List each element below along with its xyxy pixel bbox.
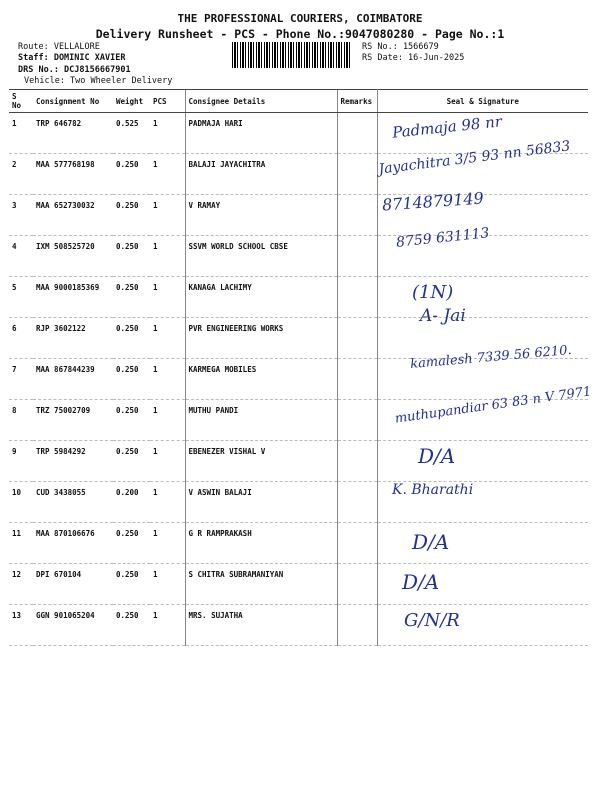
cell-consignment-no: DPI 670104 bbox=[33, 564, 113, 605]
cell-consignment-no: MAA 870106676 bbox=[33, 523, 113, 564]
table-row bbox=[9, 277, 588, 318]
staff-label: Staff: DOMINIC XAVIER bbox=[18, 53, 126, 63]
cell-pcs: 1 bbox=[150, 605, 185, 646]
cell-consignee: KARMEGA MOBILES bbox=[185, 359, 337, 400]
cell-consignment-no: MAA 867844239 bbox=[33, 359, 113, 400]
cell-pcs: 1 bbox=[150, 154, 185, 195]
cell-remarks bbox=[337, 113, 377, 154]
table-row bbox=[9, 359, 588, 400]
cell-consignee: V ASWIN BALAJI bbox=[185, 482, 337, 523]
handwritten-signature: A- Jai bbox=[420, 306, 466, 326]
cell-remarks bbox=[337, 236, 377, 277]
cell-weight: 0.250 bbox=[113, 277, 150, 318]
route-label: Route: VELLALORE bbox=[18, 42, 100, 52]
cell-remarks bbox=[337, 154, 377, 195]
cell-remarks bbox=[337, 400, 377, 441]
table-row bbox=[9, 236, 588, 277]
handwritten-signature: Padmaja 98 nr bbox=[391, 112, 503, 142]
table-row bbox=[9, 441, 588, 482]
table-row bbox=[9, 605, 588, 646]
cell-sno: 7 bbox=[9, 359, 33, 400]
cell-sno: 13 bbox=[9, 605, 33, 646]
cell-sno: 10 bbox=[9, 482, 33, 523]
cell-remarks bbox=[337, 564, 377, 605]
cell-signature bbox=[377, 441, 588, 482]
col-header-sno: S No bbox=[9, 90, 33, 113]
handwritten-signature: 8714879149 bbox=[381, 188, 485, 215]
cell-consignment-no: CUD 3438055 bbox=[33, 482, 113, 523]
vehicle-label: Vehicle: Two Wheeler Delivery bbox=[24, 76, 173, 86]
cell-pcs: 1 bbox=[150, 113, 185, 154]
cell-consignee: V RAMAY bbox=[185, 195, 337, 236]
cell-sno: 5 bbox=[9, 277, 33, 318]
cell-sno: 8 bbox=[9, 400, 33, 441]
cell-consignee: S CHITRA SUBRAMANIYAN bbox=[185, 564, 337, 605]
cell-consignment-no: MAA 9000185369 bbox=[33, 277, 113, 318]
col-header-consignee: Consignee Details bbox=[185, 90, 337, 113]
cell-weight: 0.250 bbox=[113, 400, 150, 441]
cell-consignment-no: TRP 5984292 bbox=[33, 441, 113, 482]
cell-weight: 0.250 bbox=[113, 318, 150, 359]
handwritten-signature: Jayachitra 3/5 93 nn 56833 bbox=[377, 138, 572, 178]
cell-remarks bbox=[337, 195, 377, 236]
cell-pcs: 1 bbox=[150, 482, 185, 523]
handwritten-signature: D/A bbox=[418, 444, 456, 468]
cell-pcs: 1 bbox=[150, 564, 185, 605]
cell-sno: 3 bbox=[9, 195, 33, 236]
runsheet-subtitle: Delivery Runsheet - PCS - Phone No.:9047080280 - Page No.:1 bbox=[95, 27, 505, 41]
cell-weight: 0.250 bbox=[113, 359, 150, 400]
cell-remarks bbox=[337, 277, 377, 318]
rs-number: RS No.: 1566679 bbox=[362, 42, 439, 52]
handwritten-signature: muthupandiar 63 83 n V 7971 bbox=[393, 384, 593, 427]
col-header-remarks: Remarks bbox=[337, 90, 377, 113]
cell-weight: 0.250 bbox=[113, 523, 150, 564]
barcode bbox=[232, 42, 352, 68]
cell-pcs: 1 bbox=[150, 359, 185, 400]
cell-pcs: 1 bbox=[150, 318, 185, 359]
rs-date: RS Date: 16-Jun-2025 bbox=[362, 53, 465, 63]
cell-pcs: 1 bbox=[150, 195, 185, 236]
cell-consignee: SSVM WORLD SCHOOL CBSE bbox=[185, 236, 337, 277]
handwritten-signature: kamalesh 7339 56 6210. bbox=[409, 342, 573, 373]
cell-consignee: PVR ENGINEERING WORKS bbox=[185, 318, 337, 359]
col-header-pcs: PCS bbox=[150, 90, 185, 113]
cell-pcs: 1 bbox=[150, 277, 185, 318]
cell-remarks bbox=[337, 605, 377, 646]
cell-weight: 0.250 bbox=[113, 154, 150, 195]
handwritten-signature: 8759 631113 bbox=[395, 225, 491, 251]
cell-signature bbox=[377, 277, 588, 318]
table-row bbox=[9, 564, 588, 605]
handwritten-signature: D/A bbox=[402, 570, 440, 594]
table-row bbox=[9, 195, 588, 236]
cell-weight: 0.250 bbox=[113, 605, 150, 646]
cell-signature bbox=[377, 523, 588, 564]
cell-remarks bbox=[337, 482, 377, 523]
runsheet-table bbox=[9, 89, 588, 646]
cell-consignee: KANAGA LACHIMY bbox=[185, 277, 337, 318]
cell-weight: 0.250 bbox=[113, 564, 150, 605]
cell-consignment-no: MAA 577768198 bbox=[33, 154, 113, 195]
cell-consignee: MRS. SUJATHA bbox=[185, 605, 337, 646]
handwritten-signature: G/N/R bbox=[404, 610, 460, 631]
cell-weight: 0.250 bbox=[113, 236, 150, 277]
table-row bbox=[9, 482, 588, 523]
cell-consignee: BALAJI JAYACHITRA bbox=[185, 154, 337, 195]
cell-sno: 2 bbox=[9, 154, 33, 195]
cell-pcs: 1 bbox=[150, 441, 185, 482]
drs-number: DRS No.: DCJ8156667901 bbox=[18, 65, 131, 75]
cell-weight: 0.250 bbox=[113, 441, 150, 482]
cell-sno: 1 bbox=[9, 113, 33, 154]
cell-sno: 12 bbox=[9, 564, 33, 605]
cell-consignee: EBENEZER VISHAL V bbox=[185, 441, 337, 482]
table-header-row bbox=[9, 90, 588, 113]
cell-sno: 6 bbox=[9, 318, 33, 359]
cell-consignment-no: TRP 646782 bbox=[33, 113, 113, 154]
cell-consignment-no: GGN 901065204 bbox=[33, 605, 113, 646]
cell-consignment-no: TRZ 75002709 bbox=[33, 400, 113, 441]
cell-pcs: 1 bbox=[150, 400, 185, 441]
cell-pcs: 1 bbox=[150, 523, 185, 564]
handwritten-signature: (1N) bbox=[412, 282, 454, 303]
cell-consignee: MUTHU PANDI bbox=[185, 400, 337, 441]
company-title: THE PROFESSIONAL COURIERS, COIMBATORE bbox=[177, 12, 423, 25]
cell-remarks bbox=[337, 441, 377, 482]
col-header-weight: Weight bbox=[113, 90, 150, 113]
table-row bbox=[9, 523, 588, 564]
cell-consignment-no: MAA 652730032 bbox=[33, 195, 113, 236]
cell-consignee: G R RAMPRAKASH bbox=[185, 523, 337, 564]
cell-sno: 11 bbox=[9, 523, 33, 564]
cell-consignee: PADMAJA HARI bbox=[185, 113, 337, 154]
cell-sno: 4 bbox=[9, 236, 33, 277]
cell-pcs: 1 bbox=[150, 236, 185, 277]
cell-sno: 9 bbox=[9, 441, 33, 482]
handwritten-signature: D/A bbox=[412, 530, 450, 554]
cell-remarks bbox=[337, 318, 377, 359]
cell-weight: 0.250 bbox=[113, 195, 150, 236]
handwritten-signature: K. Bharathi bbox=[392, 482, 474, 498]
cell-consignment-no: RJP 3602122 bbox=[33, 318, 113, 359]
cell-remarks bbox=[337, 523, 377, 564]
col-header-seal-signature: Seal & Signature bbox=[377, 90, 588, 113]
cell-remarks bbox=[337, 359, 377, 400]
cell-consignment-no: IXM 508525720 bbox=[33, 236, 113, 277]
cell-weight: 0.200 bbox=[113, 482, 150, 523]
cell-weight: 0.525 bbox=[113, 113, 150, 154]
col-header-consignment: Consignment No bbox=[33, 90, 113, 113]
